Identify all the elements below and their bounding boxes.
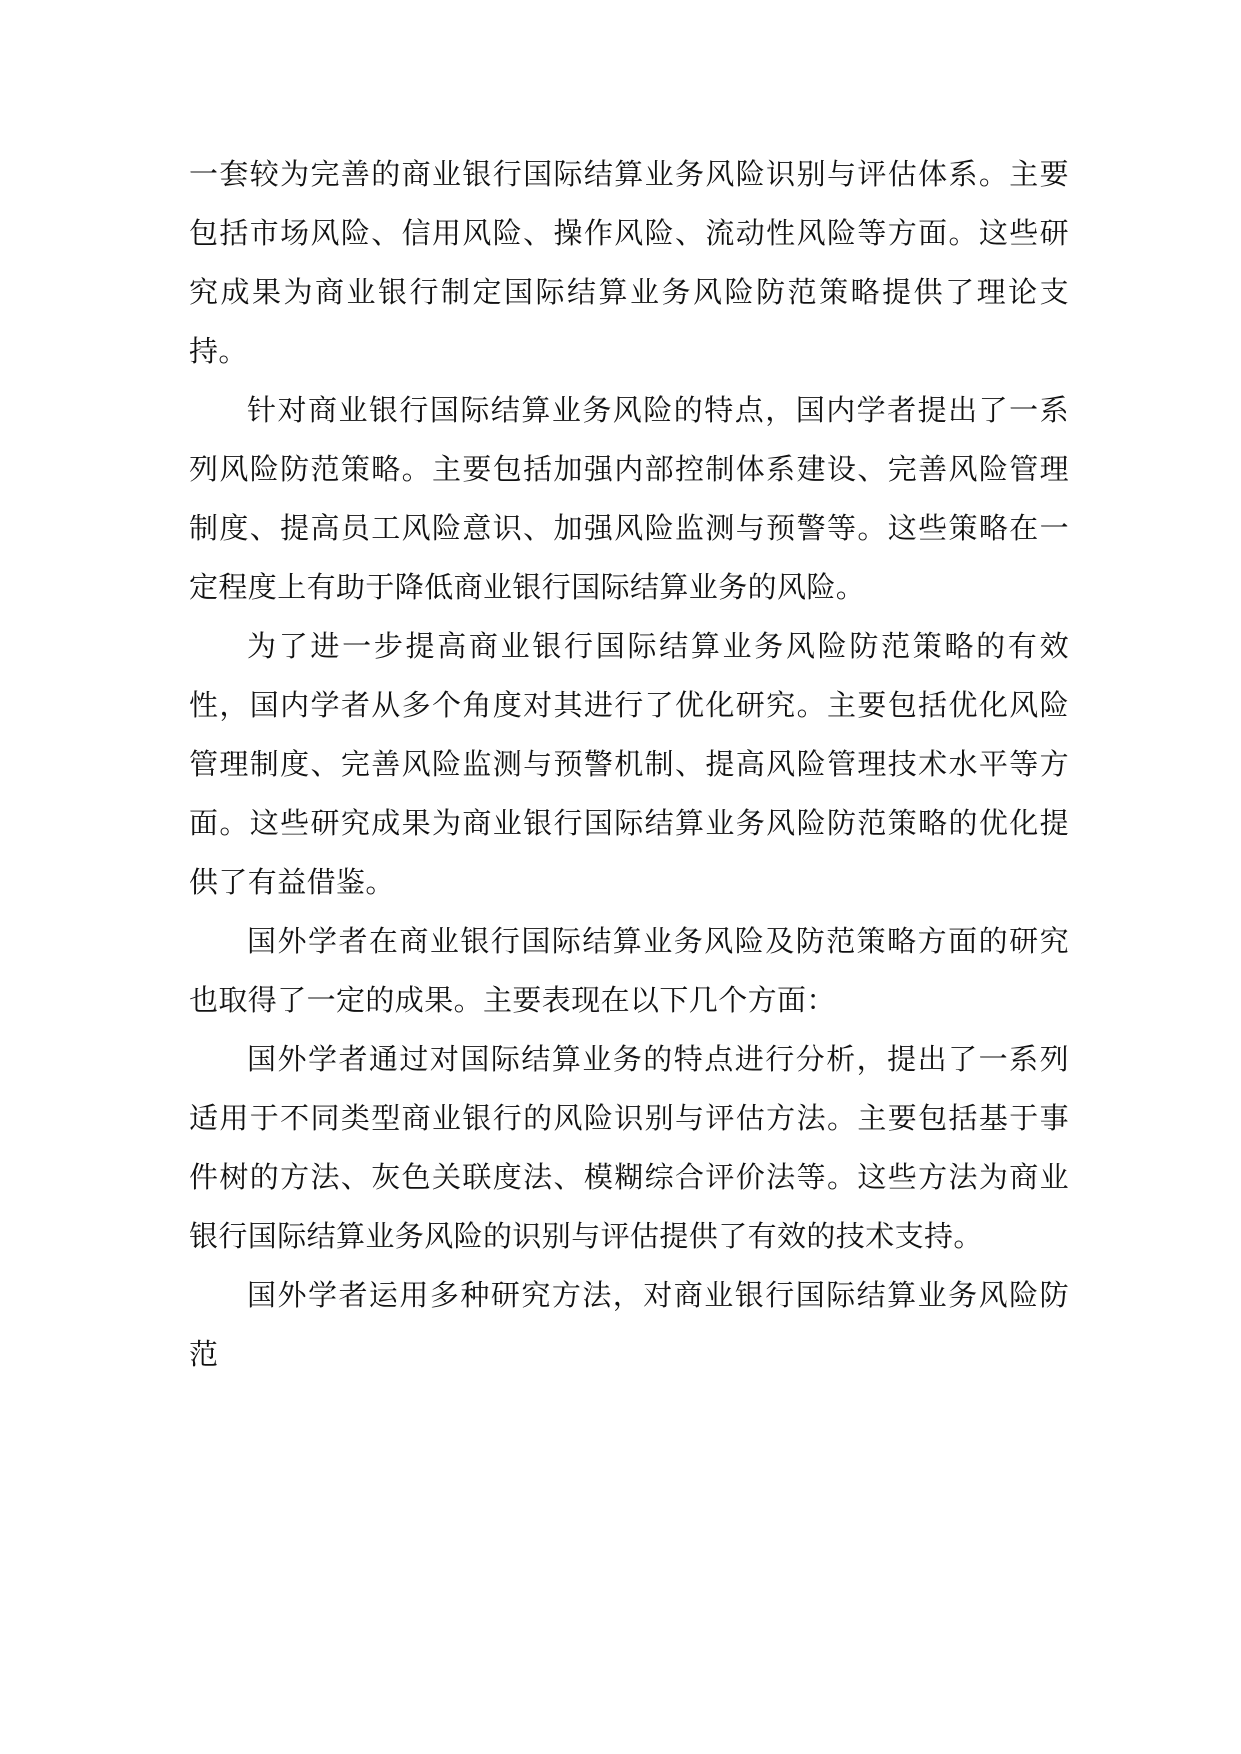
paragraph-6: 国外学者运用多种研究方法，对商业银行国际结算业务风险防范 [189, 1278, 1069, 1371]
paragraph-5: 国外学者通过对国际结算业务的特点进行分析，提出了一系列适用于不同类型商业银行的风险识别与评估方法。主要包括基于事件树的方法、灰色关联度法、模糊综合评价法等。这些方法为商业银行国际结算业务风险的识别与评估提供了有效的技术支持。 [189, 1042, 1069, 1253]
paragraph-2: 针对商业银行国际结算业务风险的特点，国内学者提出了一系列风险防范策略。主要包括加强内部控制体系建设、完善风险管理制度、提高员工风险意识、加强风险监测与预警等。这些策略在一定程度上有助于降低商业银行国际结算业务的风险。 [189, 393, 1069, 604]
paragraph-1: 一套较为完善的商业银行国际结算业务风险识别与评估体系。主要包括市场风险、信用风险、操作风险、流动性风险等方面。这些研究成果为商业银行制定国际结算业务风险防范策略提供了理论支持。 [189, 157, 1069, 368]
paragraph-3: 为了进一步提高商业银行国际结算业务风险防范策略的有效性，国内学者从多个角度对其进行了优化研究。主要包括优化风险管理制度、完善风险监测与预警机制、提高风险管理技术水平等方面。这些研究成果为商业银行国际结算业务风险防范策略的优化提供了有益借鉴。 [189, 629, 1069, 899]
paragraph-4: 国外学者在商业银行国际结算业务风险及防范策略方面的研究也取得了一定的成果。主要表现在以下几个方面： [189, 924, 1069, 1017]
body-text [189, 145, 1069, 1384]
